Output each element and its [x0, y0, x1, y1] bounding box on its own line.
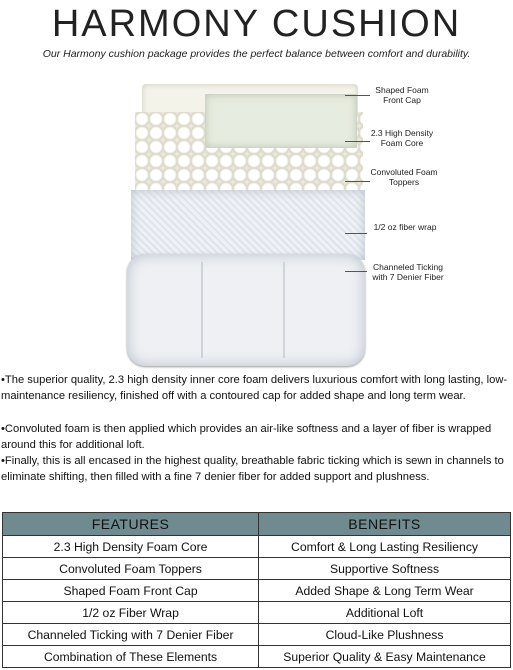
table-row — [3, 602, 511, 624]
label-channeled-ticking: Channeled Ticking with 7 Denier Fiber — [372, 262, 444, 282]
benefit-cell: Comfort & Long Lasting Resiliency — [259, 536, 511, 558]
label-fiber-wrap: 1/2 oz fiber wrap — [373, 222, 437, 232]
pillow-seam — [283, 262, 285, 358]
high-density-foam-core — [205, 94, 357, 148]
table-row — [3, 536, 511, 558]
pillow-seam — [201, 262, 203, 358]
label-convoluted-foam-toppers: Convoluted Foam Toppers — [370, 167, 438, 187]
benefits-header: BENEFITS — [259, 513, 511, 536]
paragraph-core-foam: •The superior quality, 2.3 high density inner core foam delivers luxurious comfort with long lasting, low-maintenance resiliency, finished off with a contoured cap for added shape and long term wear. — [1, 374, 508, 403]
feature-cell: Shaped Foam Front Cap — [3, 580, 259, 602]
feature-cell: 2.3 High Density Foam Core — [3, 536, 259, 558]
cushion-illustration — [127, 82, 365, 369]
label-high-density-foam-core: 2.3 High Density Foam Core — [370, 128, 434, 148]
benefit-cell: Additional Loft — [259, 602, 511, 624]
benefit-cell: Cloud-Like Plushness — [259, 624, 511, 646]
paragraph-convoluted-foam: •Convoluted foam is then applied which provides an air-like softness and a layer of fiber is wrapped around this for additional loft. — [1, 423, 492, 452]
feature-cell: 1/2 oz Fiber Wrap — [3, 602, 259, 624]
table-row — [3, 580, 511, 602]
leader-line — [345, 95, 370, 96]
table-header-row — [3, 513, 511, 536]
feature-cell: Convoluted Foam Toppers — [3, 558, 259, 580]
benefit-cell: Superior Quality & Easy Maintenance — [259, 646, 511, 668]
leader-line — [345, 271, 367, 272]
channeled-ticking-pillow — [127, 254, 365, 366]
benefit-cell: Supportive Softness — [259, 558, 511, 580]
feature-cell: Combination of These Elements — [3, 646, 259, 668]
leader-line — [345, 233, 367, 234]
table-row — [3, 646, 511, 668]
features-benefits-table — [2, 512, 511, 668]
label-shaped-foam-front-cap: Shaped Foam Front Cap — [375, 85, 429, 105]
features-header: FEATURES — [3, 513, 259, 536]
fiber-wrap — [131, 190, 365, 260]
page-subtitle: Our Harmony cushion package provides the perfect balance between comfort and durability. — [42, 48, 471, 60]
paragraph-ticking: •Finally, this is all encased in the highest quality, breathable fabric ticking which is sewn in channels to eliminate shifting, then filled with a fine 7 denier fiber for added support and plushness. — [1, 455, 504, 484]
benefit-cell: Added Shape & Long Term Wear — [259, 580, 511, 602]
table-row — [3, 624, 511, 646]
feature-cell: Channeled Ticking with 7 Denier Fiber — [3, 624, 259, 646]
table-row — [3, 558, 511, 580]
page-title: HARMONY CUSHION — [51, 3, 462, 45]
